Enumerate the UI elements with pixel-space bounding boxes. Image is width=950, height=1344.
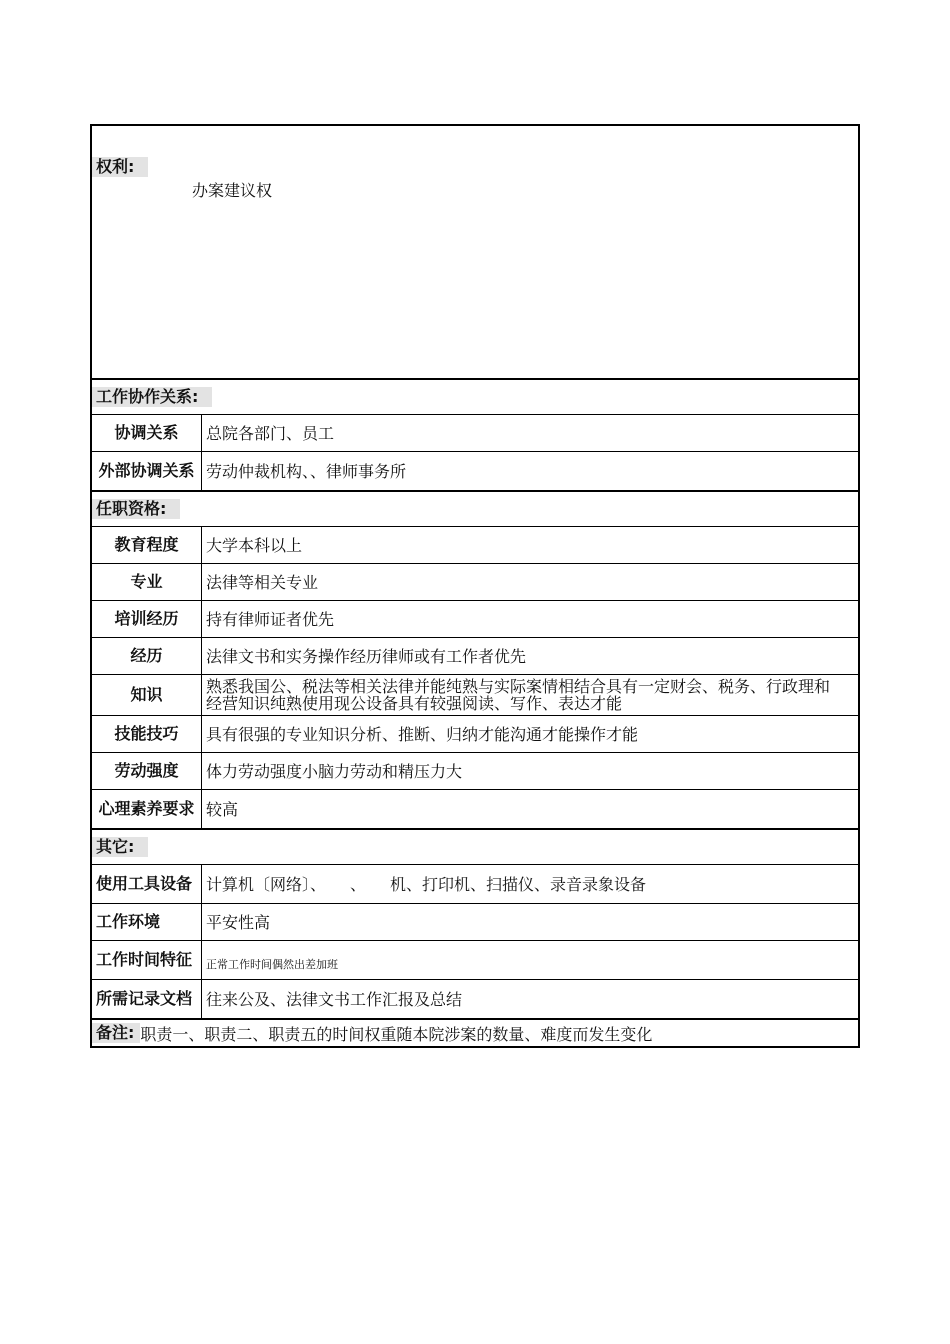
other-label: 其它:: [92, 837, 148, 857]
row-value: 计算机〔网络〕、 、 机、打印机、扫描仪、录音录象设备: [206, 874, 647, 894]
note-section: [92, 1020, 858, 1046]
row-label: 专业: [92, 564, 202, 600]
row-value: 正常工作时间偶然出差加班: [206, 957, 338, 971]
row-label: 所需记录文档: [92, 980, 202, 1018]
row-label: 教育程度: [92, 527, 202, 563]
table-row: [92, 601, 858, 638]
rights-section: [92, 126, 858, 380]
row-value: 体力劳动强度小脑力劳动和精压力大: [206, 761, 463, 781]
row-label: 知识: [92, 675, 202, 715]
row-value: 法律文书和实务操作经历律师或有工作者优先: [206, 646, 527, 666]
table-row: [92, 865, 858, 904]
table-row: [92, 753, 858, 790]
section-header: [92, 380, 858, 415]
section-header: [92, 492, 858, 527]
row-value: 具有很强的专业知识分析、推断、归纳才能沟通才能操作才能: [206, 724, 639, 744]
qualifications-label: 任职资格:: [92, 499, 180, 519]
row-value: 往来公及、法律文书工作汇报及总结: [206, 989, 463, 1009]
row-label: 培训经历: [92, 601, 202, 637]
section-header: [92, 830, 858, 865]
row-value: 熟悉我国公、税法等相关法律并能纯熟与实际案情相结合具有一定财会、税务、行政理和经营知识纯熟使用现公设备具有较强阅读、写作、表达才能: [206, 677, 831, 713]
row-value: 较高: [206, 799, 239, 819]
note-label: 备注:: [92, 1023, 140, 1043]
table-row: [92, 904, 858, 941]
row-label: 心理素养要求: [92, 790, 202, 828]
row-label: 工作时间特征: [92, 941, 202, 979]
rights-label: 权利:: [92, 157, 148, 177]
table-row: [92, 980, 858, 1018]
cooperation-label: 工作协作关系:: [92, 387, 212, 407]
job-description-form: [90, 124, 860, 1048]
qualifications-section: [92, 492, 858, 830]
row-value: 法律等相关专业: [206, 572, 319, 592]
table-row: [92, 941, 858, 980]
note-text: 职责一、职责二、职责五的时间权重随本院涉案的数量、难度而发生变化: [140, 1024, 653, 1044]
table-row: [92, 564, 858, 601]
row-label: 工作环境: [92, 904, 202, 940]
row-label: 劳动强度: [92, 753, 202, 789]
table-row: [92, 415, 858, 452]
row-label: 使用工具设备: [92, 865, 202, 903]
row-value: 总院各部门、员工: [206, 423, 335, 443]
table-row: [92, 638, 858, 675]
cooperation-section: [92, 380, 858, 492]
table-row: [92, 527, 858, 564]
rights-text: 办案建议权: [192, 181, 273, 200]
row-label: 技能技巧: [92, 716, 202, 752]
other-section: [92, 830, 858, 1020]
table-row: [92, 452, 858, 490]
row-value: 持有律师证者优先: [206, 609, 335, 629]
row-label: 经历: [92, 638, 202, 674]
row-label: 外部协调关系: [92, 452, 202, 490]
row-label: 协调关系: [92, 415, 202, 451]
row-value: 劳动仲裁机构、、律师事务所: [206, 461, 407, 481]
row-value: 大学本科以上: [206, 535, 303, 555]
table-row: [92, 716, 858, 753]
row-value: 平安性高: [206, 912, 271, 932]
table-row: [92, 790, 858, 828]
table-row: [92, 675, 858, 716]
